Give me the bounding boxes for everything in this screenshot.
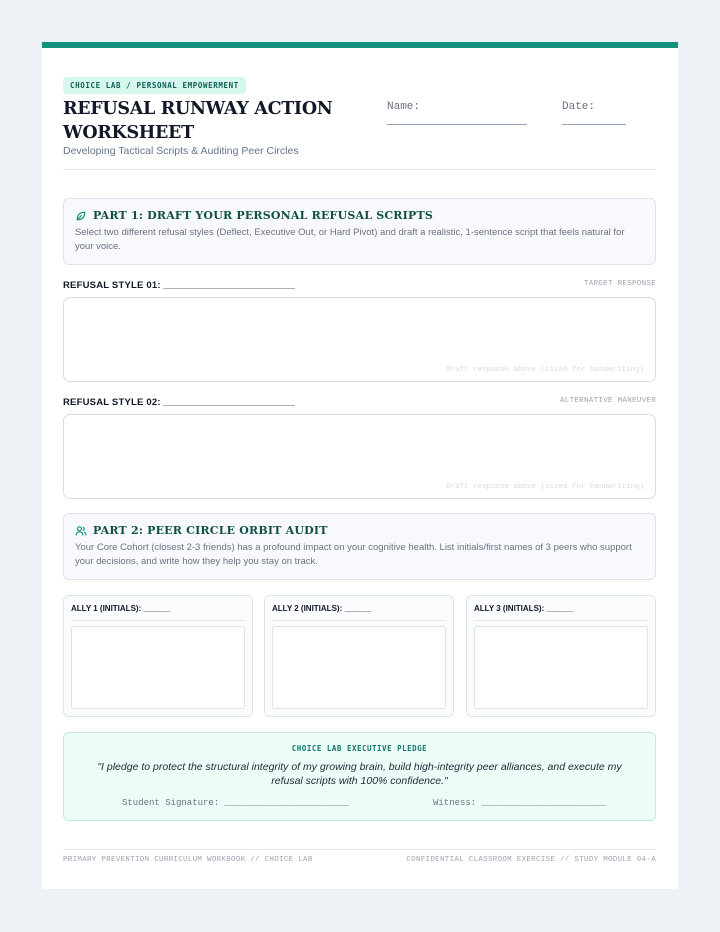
pledge-title: CHOICE LAB EXECUTIVE PLEDGE [291,744,428,753]
ally-divider [272,620,446,621]
alternative-maneuver-tag: ALTERNATIVE MANEUVER [559,397,656,405]
users-icon [75,525,87,537]
accent-bar [42,42,678,48]
header-divider [63,169,656,170]
title-line-1: REFUSAL RUNWAY ACTION [63,99,333,119]
date-label: Date: [562,101,596,113]
part1-panel [63,198,656,265]
ally-card-2 [264,595,454,717]
worksheet-page [42,42,678,889]
part2-instructions: Your Core Cohort (closest 2-3 friends) has a profound impact on your cognitive health. List initials/first names of 3 peers who support your decisions, and write how they help you stay on track. [75,542,632,567]
refusal-style-2-label: REFUSAL STYLE 02: ________________________ [63,397,296,408]
pledge-text: "I pledge to protect the structural integrity of my growing brain, build high-integrity peer alliances, and execute my refusal scripts with 100% confidence." [97,761,622,787]
refusal-style-1-response[interactable] [63,297,656,382]
date-field[interactable] [562,124,626,125]
part2-panel [63,513,656,580]
ally-1-notes[interactable] [71,626,245,709]
part2-title: PART 2: PEER CIRCLE ORBIT AUDIT [93,524,328,537]
footer-divider [63,849,656,850]
part1-title: PART 1: DRAFT YOUR PERSONAL REFUSAL SCRIPTS [93,209,433,222]
name-field[interactable] [387,124,527,125]
ally-3-notes[interactable] [474,626,648,709]
target-response-tag: TARGET RESPONSE [583,280,656,288]
ally-3-label: ALLY 3 (INITIALS): ______ [474,604,574,613]
category-tag: CHOICE LAB / PERSONAL EMPOWERMENT [63,77,246,94]
ally-card-1 [63,595,253,717]
ally-2-notes[interactable] [272,626,446,709]
footer-left: PRIMARY PREVENTION CURRICULUM WORKBOOK // CHOICE LAB [63,856,313,864]
ally-card-3 [466,595,656,717]
ally-divider [71,620,245,621]
part1-instructions: Select two different refusal styles (Deflect, Executive Out, or Hard Pivot) and draft a realistic, 1-sentence script that feels natural for your voice. [75,227,625,252]
ally-1-label: ALLY 1 (INITIALS): ______ [71,604,171,613]
student-signature-field[interactable]: Student Signature: _______________________ [122,798,349,808]
page-subtitle: Developing Tactical Scripts & Auditing Peer Circles [63,145,299,157]
name-label: Name: [387,101,421,113]
page-title [63,97,363,145]
pledge-panel [63,732,656,821]
title-line-2: WORKSHEET [63,123,194,143]
refusal-style-1-label: REFUSAL STYLE 01: ________________________ [63,280,296,291]
footer-right: CONFIDENTIAL CLASSROOM EXERCISE // STUDY MODULE 04-A [406,856,656,864]
witness-signature-field[interactable]: Witness: _______________________ [433,798,606,808]
response-hint: Draft response above (sized for handwriting) [445,483,644,491]
leaf-icon [75,210,87,222]
refusal-style-2-response[interactable] [63,414,656,499]
ally-divider [474,620,648,621]
response-hint: Draft response above (sized for handwriting) [445,366,644,374]
ally-2-label: ALLY 2 (INITIALS): ______ [272,604,372,613]
